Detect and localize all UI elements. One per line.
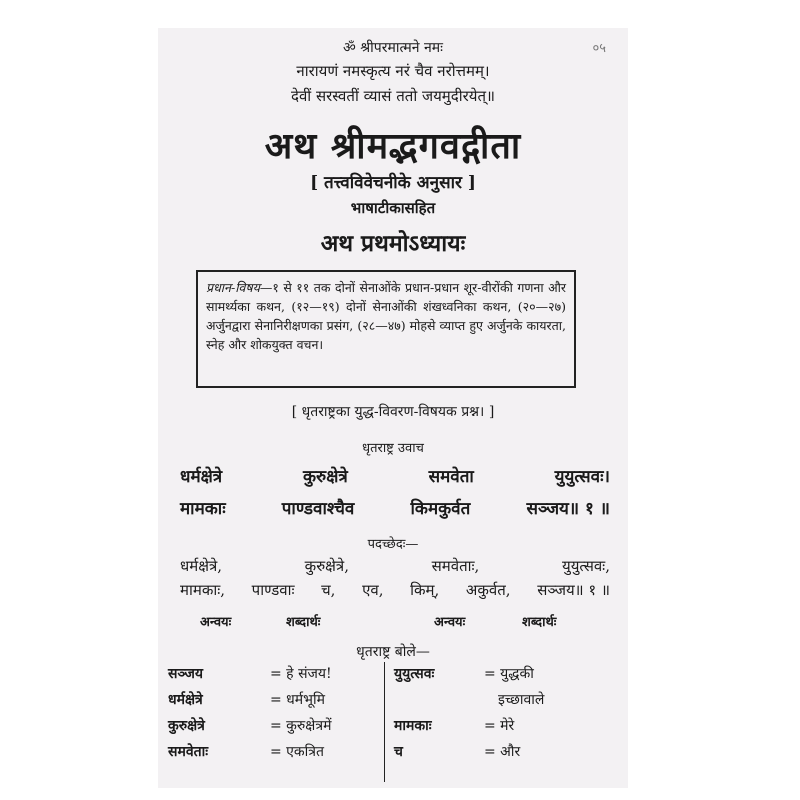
verse-word: कुरुक्षेत्रे — [303, 467, 348, 487]
verse-word: पाण्डवाश्चैव — [281, 499, 355, 519]
word-left: सञ्जय — [168, 666, 203, 682]
verse-word: किमकुर्वत — [410, 499, 471, 519]
subtitle-translation: भाषाटीकासहित — [350, 199, 436, 217]
meaning-left: = कुरुक्षेत्रमें — [270, 718, 332, 734]
meaning-left: = धर्मभूमि — [270, 692, 326, 708]
book-title: अथ श्रीमद्भगवद्गीता — [264, 125, 522, 167]
pada-word: धर्मक्षेत्रे, — [180, 557, 222, 575]
pada-word: युयुत्सवः, — [562, 557, 610, 575]
word-left: कुरुक्षेत्रे — [168, 718, 205, 734]
mangal-line-1: नारायणं नमस्कृत्य नरं चैव नरोत्तमम्। — [296, 62, 490, 80]
verse-word: सञ्जय॥ १ ॥ — [526, 499, 610, 519]
shabdarth-header-right: शब्दार्थः — [522, 615, 557, 630]
speaker-sanskrit: धृतराष्ट्र उवाच — [362, 441, 424, 456]
summary-label: प्रधान-विषय — [206, 280, 260, 295]
meaning-right: = और — [484, 744, 521, 760]
pada-word: किम्, — [410, 581, 440, 599]
mangal-line-2: देवीं सरस्वतीं व्यासं ततो जयमुदीरयेत्॥ — [290, 87, 495, 105]
word-left: धर्मक्षेत्रे — [168, 692, 203, 708]
padchhed-line-1 — [180, 556, 610, 576]
padchhed-label: पदच्छेदः— — [367, 537, 419, 552]
meaning-left: = एकत्रित — [270, 744, 325, 760]
shabdarth-header-left: शब्दार्थः — [286, 615, 321, 630]
word-right: मामकाः — [394, 718, 432, 734]
pada-word: मामकाः, — [180, 581, 226, 599]
anvay-header-left: अन्वयः — [200, 615, 232, 630]
page-number: ०५ — [592, 41, 606, 56]
pada-word: सञ्जय॥ १ ॥ — [537, 581, 610, 599]
verse-line-2 — [180, 496, 610, 519]
chapter-heading: अथ प्रथमोऽध्यायः — [320, 230, 466, 257]
verse-word: मामकाः — [180, 499, 226, 519]
word-right: च — [394, 744, 403, 760]
pada-word: पाण्डवाः — [251, 581, 295, 599]
pada-word: एव, — [362, 581, 384, 599]
pada-word: अकुर्वत, — [465, 581, 511, 599]
invocation: ॐ श्रीपरमात्मने नमः — [343, 40, 443, 56]
verse-word: युयुत्सवः। — [554, 467, 610, 487]
subtitle-commentary: [ तत्त्वविवेचनीके अनुसार ] — [310, 173, 476, 193]
pada-word: समवेताः, — [431, 557, 480, 575]
column-divider — [384, 662, 385, 782]
summary-text: —१ से ११ तक दोनों सेनाओंके प्रधान-प्रधान शूर-वीरोंकी गणना और सामर्थ्यका कथन, (१२—१९) दोनों सेनाओंकी शंखध्वनिका कथन, (२०—२७) अर्जुनद्वारा सेनानिरीक्षणका प्रसंग, (२८—४७) मोहसे व्याप्त हुए अर्जुनके कायरता, स्नेह और शोकयुक्त वचन। — [206, 280, 566, 352]
meaning-left: = हे संजय! — [270, 666, 332, 682]
padchhed-line-2 — [180, 580, 610, 600]
word-right: युयुत्सवः — [394, 666, 435, 682]
verse-line-1 — [180, 464, 610, 487]
pada-word: कुरुक्षेत्रे, — [304, 557, 349, 575]
question-heading: [ धृतराष्ट्रका युद्ध-विवरण-विषयक प्रश्न। ] — [291, 404, 495, 420]
verse-word: धर्मक्षेत्रे — [180, 467, 223, 487]
meaning-right: = मेरे — [484, 718, 515, 734]
meaning-right: = युद्धकी — [484, 666, 534, 682]
chapter-summary-box — [196, 270, 576, 388]
pada-word: च, — [321, 581, 336, 599]
speaker-hindi: धृतराष्ट्र बोले— — [356, 644, 430, 660]
word-left: समवेताः — [168, 744, 209, 760]
meaning-right: इच्छावाले — [498, 692, 545, 708]
verse-word: समवेता — [428, 467, 474, 487]
book-page — [158, 28, 628, 788]
anvay-header-right: अन्वयः — [434, 615, 466, 630]
